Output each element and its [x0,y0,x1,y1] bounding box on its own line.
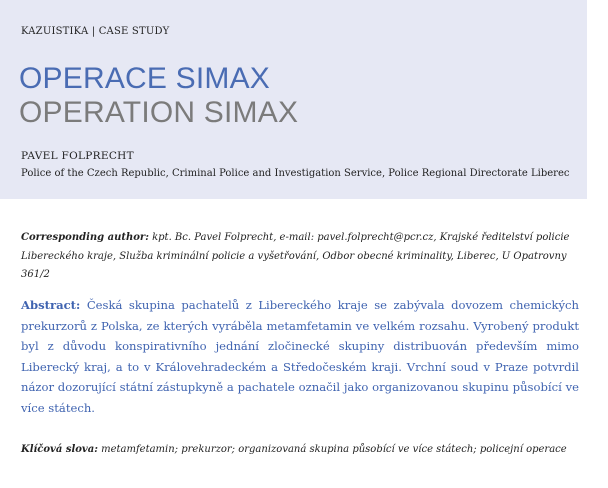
keywords-label: Klíčová slova: [21,444,98,455]
abstract-label: Abstract: [21,298,81,312]
corresponding-author-text: kpt. Bc. Pavel Folprecht, e-mail: pavel.folprecht@pcr.cz, Krajské ředitelství policie Libereckého kraje, Služba kriminální policie a vyšetřování, Odbor obecné kriminality, Liberec, U Opatrovny 361/2 [21,232,570,280]
section-label: KAZUISTIKA | CASE STUDY [21,26,170,37]
keywords-text: metamfetamin; prekurzor; organizovaná skupina působící ve více státech; policejní operace [101,444,567,455]
author-name: PAVEL FOLPRECHT [21,150,134,162]
corresponding-author-label: Corresponding author: [21,232,149,243]
corresponding-author [21,229,581,285]
keywords [21,441,581,459]
article-title-english: OPERATION SIMAX [19,96,299,129]
author-affiliation: Police of the Czech Republic, Criminal Police and Investigation Service, Police Regional Directorate Liberec [21,168,570,179]
article-title-czech: OPERACE SIMAX [19,62,270,95]
abstract [21,295,579,419]
abstract-text: Česká skupina pachatelů z Libereckého kraje se zabývala dovozem chemických prekurzorů z Polska, ze kterých vyráběla metamfetamin ve velkém rozsahu. Vyrobený produkt byl z důvodu konspirativního jednání zločinecké skupiny distribuován především mimo Liberecký kraj, a to v Královehradeckém a Středočeském kraji. Vrchní soud v Praze potvrdil názor dozorující státní zástupkyně a pachatele označil jako organizovanou skupinu působící ve více státech. [21,298,580,415]
